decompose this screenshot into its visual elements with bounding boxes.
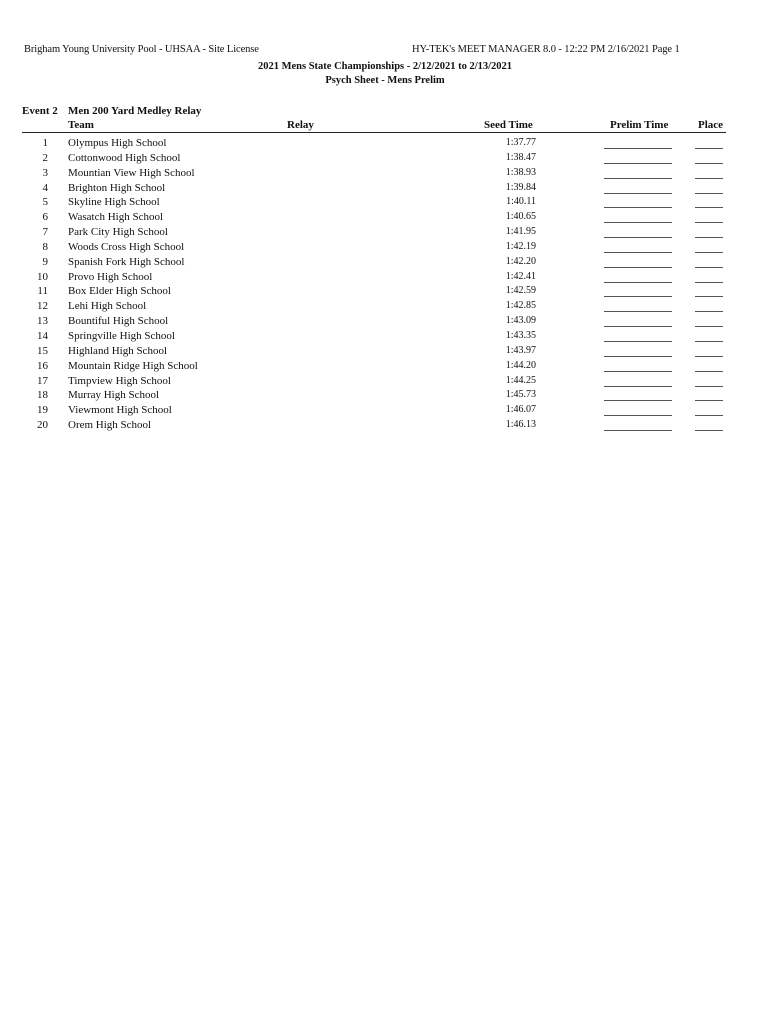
event-name: Men 200 Yard Medley Relay xyxy=(68,105,202,117)
entry-team: Box Elder High School xyxy=(68,285,171,298)
table-row xyxy=(0,241,770,256)
prelim-time-blank xyxy=(604,415,672,416)
prelim-time-blank xyxy=(604,400,672,401)
prelim-time-blank xyxy=(604,207,672,208)
entry-team: Park City High School xyxy=(68,226,168,239)
place-blank xyxy=(695,267,723,268)
entry-seed-time: 1:41.95 xyxy=(505,226,536,238)
entry-team: Mountian View High School xyxy=(68,166,195,179)
entry-seed-time: 1:44.20 xyxy=(505,359,536,371)
entry-rank: 17 xyxy=(37,374,48,387)
entry-rank: 16 xyxy=(37,359,48,372)
entry-seed-time: 1:38.47 xyxy=(505,151,536,163)
header-rule xyxy=(22,132,726,133)
prelim-time-blank xyxy=(604,430,672,431)
entry-team: Mountain Ridge High School xyxy=(68,359,198,372)
entry-team: Orem High School xyxy=(68,419,152,432)
prelim-time-blank xyxy=(604,222,672,223)
prelim-time-blank xyxy=(604,386,672,387)
software-header: HY-TEK's MEET MANAGER 8.0 - 12:22 PM 2/16/2021 Page 1 xyxy=(412,44,680,55)
prelim-time-blank xyxy=(604,178,672,179)
table-row xyxy=(0,360,770,375)
prelim-time-blank xyxy=(604,371,672,372)
place-blank xyxy=(695,326,723,327)
entry-seed-time: 1:42.41 xyxy=(505,270,536,282)
entry-rank: 1 xyxy=(42,137,48,149)
table-row xyxy=(0,167,770,182)
prelim-time-blank xyxy=(604,356,672,357)
event-number: Event 2 xyxy=(22,105,58,117)
prelim-time-blank xyxy=(604,282,672,283)
entry-team: Cottonwood High School xyxy=(68,151,181,164)
table-row xyxy=(0,182,770,197)
entry-seed-time: 1:37.77 xyxy=(505,137,536,148)
column-header-prelim-time: Prelim Time xyxy=(610,119,669,131)
table-row xyxy=(0,404,770,419)
prelim-time-blank xyxy=(604,341,672,342)
table-row xyxy=(0,152,770,167)
sheet-subtitle: Psych Sheet - Mens Prelim xyxy=(325,75,445,86)
entry-rank: 3 xyxy=(42,166,48,179)
entry-rank: 2 xyxy=(42,151,48,164)
entry-rank: 18 xyxy=(37,389,48,402)
entry-seed-time: 1:43.09 xyxy=(505,315,536,327)
prelim-time-blank xyxy=(604,267,672,268)
table-row xyxy=(0,300,770,315)
entry-team: Brighton High School xyxy=(68,181,166,194)
table-row xyxy=(0,271,770,286)
place-blank xyxy=(695,386,723,387)
entry-rank: 7 xyxy=(42,226,48,239)
prelim-time-blank xyxy=(604,311,672,312)
entry-rank: 15 xyxy=(37,344,48,357)
place-blank xyxy=(695,222,723,223)
prelim-time-blank xyxy=(604,296,672,297)
entry-rank: 19 xyxy=(37,404,48,417)
prelim-time-blank xyxy=(604,148,672,149)
entry-team: Skyline High School xyxy=(68,196,160,209)
entry-team: Lehi High School xyxy=(68,300,147,313)
place-blank xyxy=(695,237,723,238)
entry-team: Bountiful High School xyxy=(68,315,169,328)
prelim-time-blank xyxy=(604,326,672,327)
column-header-seed-time: Seed Time xyxy=(484,119,533,131)
entry-seed-time: 1:44.25 xyxy=(505,374,536,386)
place-blank xyxy=(695,193,723,194)
meet-title: 2021 Mens State Championships - 2/12/2021 to 2/13/2021 xyxy=(257,61,513,72)
entry-seed-time: 1:42.19 xyxy=(505,240,536,252)
place-blank xyxy=(695,400,723,401)
entry-rank: 8 xyxy=(42,240,48,253)
entry-seed-time: 1:40.65 xyxy=(505,211,536,223)
table-row xyxy=(0,285,770,300)
entry-rank: 5 xyxy=(42,196,48,209)
place-blank xyxy=(695,148,723,149)
table-row xyxy=(0,137,770,152)
entry-team: Springville High School xyxy=(68,329,175,342)
entry-team: Olympus High School xyxy=(68,137,167,149)
place-blank xyxy=(695,163,723,164)
entry-rank: 14 xyxy=(37,329,48,342)
place-blank xyxy=(695,311,723,312)
entry-seed-time: 1:39.84 xyxy=(505,181,536,193)
prelim-time-blank xyxy=(604,252,672,253)
entry-team: Wasatch High School xyxy=(68,211,164,224)
entry-rank: 10 xyxy=(37,270,48,283)
entry-team: Spanish Fork High School xyxy=(68,255,185,268)
entry-seed-time: 1:42.85 xyxy=(505,300,536,312)
table-row xyxy=(0,226,770,241)
entry-seed-time: 1:45.73 xyxy=(505,389,536,401)
place-blank xyxy=(695,371,723,372)
place-blank xyxy=(695,178,723,179)
table-row xyxy=(0,256,770,271)
entries-table xyxy=(0,137,770,434)
prelim-time-blank xyxy=(604,237,672,238)
entry-rank: 4 xyxy=(42,181,48,194)
entry-rank: 11 xyxy=(37,285,48,298)
entry-seed-time: 1:46.07 xyxy=(505,404,536,416)
prelim-time-blank xyxy=(604,193,672,194)
column-header-team: Team xyxy=(68,119,94,131)
entry-seed-time: 1:42.59 xyxy=(505,285,536,297)
entry-team: Viewmont High School xyxy=(68,404,172,417)
place-blank xyxy=(695,282,723,283)
place-blank xyxy=(695,296,723,297)
table-row xyxy=(0,211,770,226)
entry-seed-time: 1:46.13 xyxy=(505,419,536,431)
license-header: Brigham Young University Pool - UHSAA - Site License xyxy=(24,44,259,55)
entry-rank: 9 xyxy=(42,255,48,268)
place-blank xyxy=(695,430,723,431)
table-row xyxy=(0,330,770,345)
table-row xyxy=(0,419,770,434)
prelim-time-blank xyxy=(604,163,672,164)
place-blank xyxy=(695,356,723,357)
table-row xyxy=(0,389,770,404)
entry-rank: 13 xyxy=(37,315,48,328)
entry-team: Provo High School xyxy=(68,270,153,283)
entry-seed-time: 1:38.93 xyxy=(505,166,536,178)
entry-team: Highland High School xyxy=(68,344,167,357)
place-blank xyxy=(695,415,723,416)
entry-seed-time: 1:43.97 xyxy=(505,344,536,356)
entry-seed-time: 1:42.20 xyxy=(505,255,536,267)
entry-team: Timpview High School xyxy=(68,374,171,387)
place-blank xyxy=(695,252,723,253)
column-header-relay: Relay xyxy=(287,119,314,131)
place-blank xyxy=(695,207,723,208)
entry-rank: 6 xyxy=(42,211,48,224)
table-row xyxy=(0,375,770,390)
entry-rank: 12 xyxy=(37,300,48,313)
table-row xyxy=(0,345,770,360)
entry-seed-time: 1:43.35 xyxy=(505,329,536,341)
entry-team: Woods Cross High School xyxy=(68,240,185,253)
table-row xyxy=(0,315,770,330)
entry-seed-time: 1:40.11 xyxy=(506,196,536,208)
table-row xyxy=(0,196,770,211)
place-blank xyxy=(695,341,723,342)
column-header-place: Place xyxy=(698,119,724,131)
entry-rank: 20 xyxy=(37,419,48,432)
entry-team: Murray High School xyxy=(68,389,160,402)
